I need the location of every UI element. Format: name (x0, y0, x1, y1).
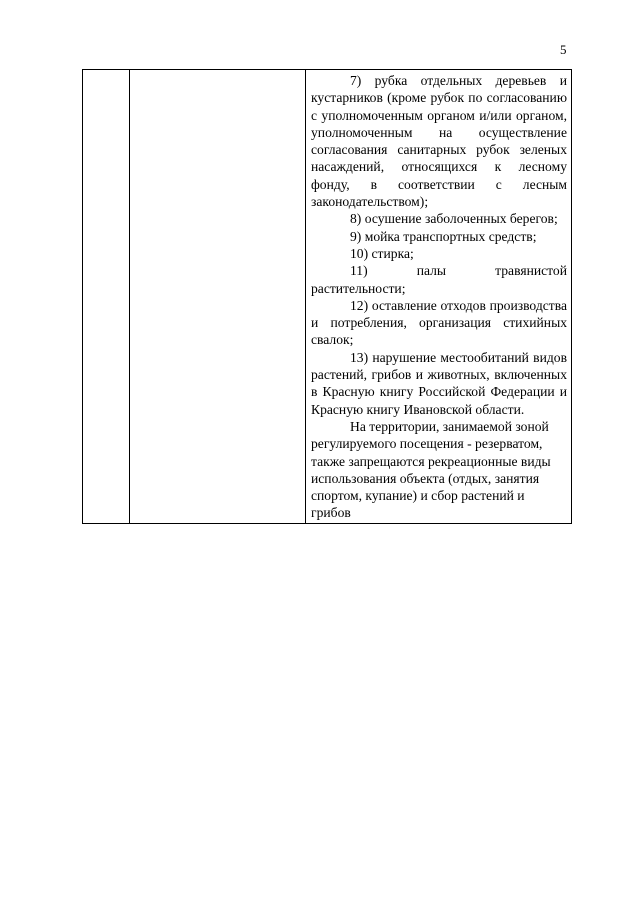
restriction-item-11: 11) палы травянистой растительности; (311, 263, 567, 296)
restriction-item-8: 8) осушение заболоченных берегов; (350, 211, 558, 227)
restriction-item-13: 13) нарушение местообитаний видов растений, грибов и животных, включенных в Красную книгу Российской Федерации и Красную книгу Ивановской области. (311, 349, 567, 417)
table-cell-number (83, 70, 130, 524)
restriction-item-7: 7) рубка отдельных деревьев и кустарников (кроме рубок по согласованию с уполномоченным органом и/или органом, уполномоченным на осуществление согласования санитарных рубок зеленых насаждений, относящихся к лесному фонду, в соответствии с лесным законодательством); (311, 73, 567, 210)
table-row (83, 70, 572, 524)
table-cell-restrictions (306, 70, 572, 524)
table-cell-zone (130, 70, 306, 524)
reserve-zone-paragraph: На территории, занимаемой зоной регулируемого посещения - резерватом, также запрещаются рекреационные виды использования объекта (отдых, занятия спортом, купание) и сбор растений и грибов (311, 418, 551, 521)
restriction-item-9: 9) мойка транспортных средств; (350, 228, 537, 244)
restriction-item-10: 10) стирка; (350, 245, 414, 261)
regulations-table (82, 69, 572, 524)
restriction-item-12: 12) оставление отходов производства и потребления, организация стихийных свалок; (311, 297, 567, 348)
page-number: 5 (560, 42, 567, 57)
